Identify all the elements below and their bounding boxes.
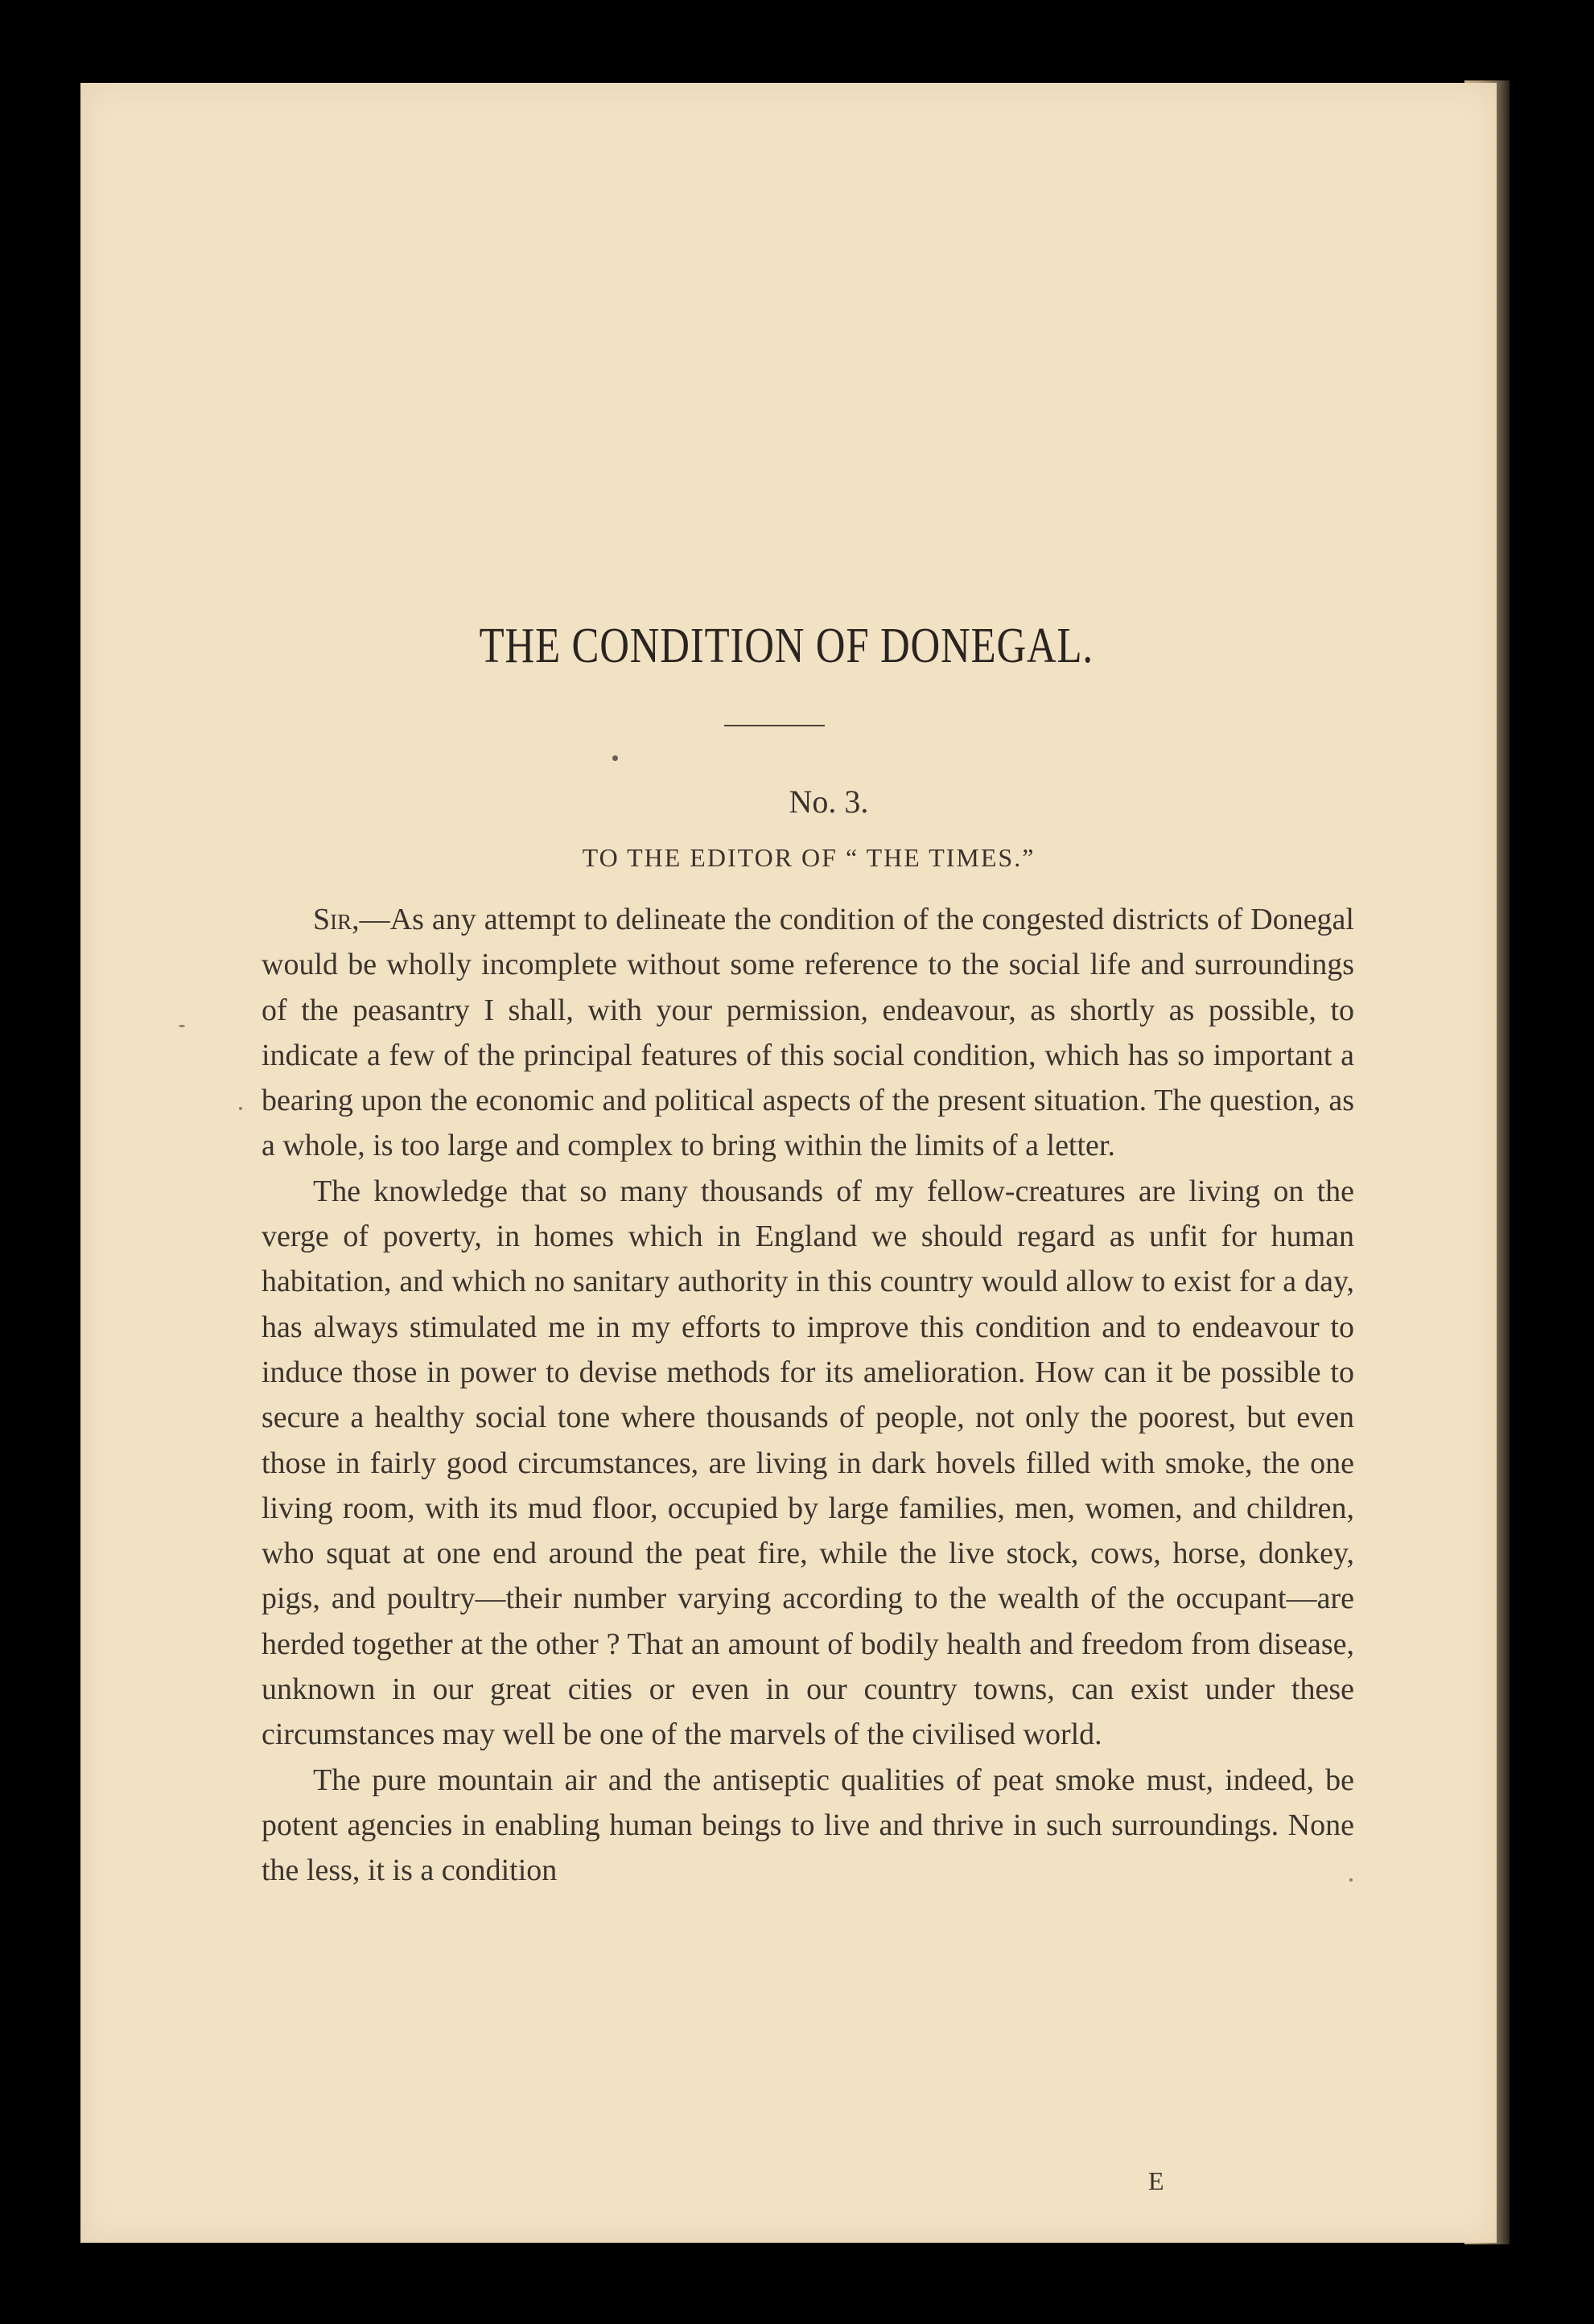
page-title: THE CONDITION OF DONEGAL.: [479, 619, 1094, 673]
paragraph-3: The pure mountain air and the antiseptic qualities of peat smoke must, indeed, be potent agencies in enabling human beings to live and thrive in such surroundings. None the less, it is a condition: [262, 1763, 1354, 1888]
letter-body: [262, 897, 1354, 1894]
salutation: Sir,: [313, 903, 360, 936]
paper-speck: [1349, 1878, 1353, 1882]
book-page: [80, 83, 1497, 2243]
paragraph-1-text: —As any attempt to delineate the condition of the congested districts of Donegal would be wholly incomplete without some reference to the social life and surroundings of the peasantry I shall, with your permission, endeavour, as shortly as possible, to indicate a few of the principal features of this social condition, which has so important a bearing upon the economic and political aspects of the present situation. The question, as a whole, is too large and complex to bring within the limits of a letter.: [262, 903, 1354, 1163]
letter-number: No. 3.: [789, 784, 869, 820]
ink-dot: [612, 755, 618, 761]
addressee-line: TO THE EDITOR OF “ THE TIMES.”: [582, 843, 1036, 872]
paragraph-1: [262, 897, 1354, 1169]
title-divider: [724, 725, 825, 726]
paper-speck: [239, 1107, 242, 1110]
signature-mark: E: [1148, 2166, 1164, 2195]
paper-speck: [179, 1025, 185, 1027]
paragraph-2: The knowledge that so many thousands of my fellow-creatures are living on the verge of poverty, in homes which in England we should regard as unfit for human habitation, and which no sanitary authority in this country would allow to exist for a day, has always stimulated me in my efforts to improve this condition and to endeavour to induce those in power to devise methods for its amelioration. How can it be possible to secure a healthy social tone where thousands of people, not only the poorest, but even those in fairly good circumstances, are living in dark hovels filled with smoke, the one living room, with its mud floor, occupied by large families, men, women, and children, who squat at one end around the peat fire, while the live stock, cows, horse, donkey, pigs, and poultry—their number varying according to the wealth of the occupant—are herded together at the other ? That an amount of bodily health and freedom from disease, unknown in our great cities or even in our country towns, can exist under these circumstances may well be one of the marvels of the civilised world.: [262, 1174, 1354, 1752]
